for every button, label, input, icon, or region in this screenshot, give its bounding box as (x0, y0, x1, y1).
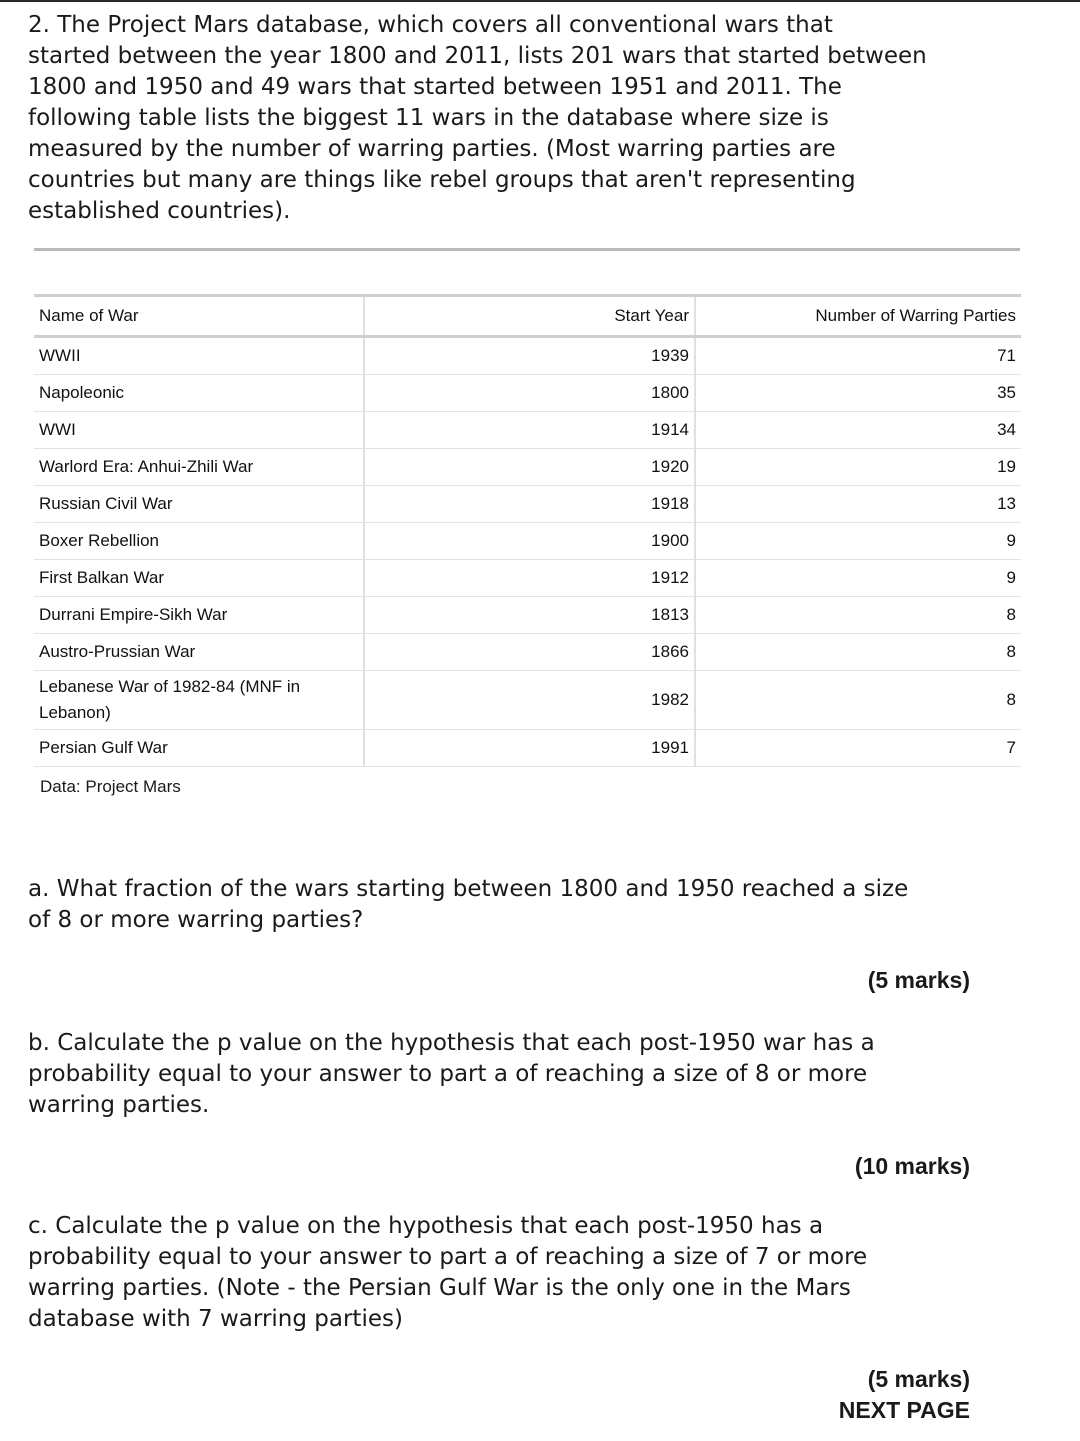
table-row (34, 730, 1021, 767)
question-a-marks: (5 marks) (867, 967, 970, 993)
war-parties: 8 (1006, 605, 1016, 624)
war-name: Austro-Prussian War (34, 634, 364, 671)
war-name: First Balkan War (34, 560, 364, 597)
question-a: a. What fraction of the wars starting between 1800 and 1950 reached a size of 8 or more warring parties? (28, 876, 909, 933)
war-parties: 35 (997, 383, 1016, 402)
war-parties: 34 (997, 420, 1016, 439)
war-parties: 19 (997, 457, 1016, 476)
question-b-marks: (10 marks) (854, 1153, 970, 1179)
war-name: Warlord Era: Anhui-Zhili War (34, 449, 364, 486)
war-name: Lebanese War of 1982-84 (MNF in Lebanon) (34, 671, 364, 730)
war-name: Russian Civil War (34, 486, 364, 523)
war-start-year: 1813 (364, 597, 695, 634)
next-page-label: NEXT PAGE (838, 1397, 970, 1423)
war-parties: 8 (1006, 642, 1016, 661)
war-start-year: 1991 (364, 730, 695, 767)
header-start-year: Start Year (364, 296, 695, 337)
table-row (34, 560, 1021, 597)
table-source: Data: Project Mars (40, 777, 181, 796)
question-c-marks: (5 marks) (867, 1366, 970, 1392)
table-row (34, 375, 1021, 412)
war-start-year: 1939 (364, 337, 695, 375)
question-b: b. Calculate the p value on the hypothesis that each post-1950 war has a probability equal to your answer to part a of reaching a size of 8 or more warring parties. (28, 1030, 875, 1118)
header-warring-parties: Number of Warring Parties (815, 306, 1016, 325)
war-parties: 7 (1006, 738, 1016, 757)
war-start-year: 1900 (364, 523, 695, 560)
question-c: c. Calculate the p value on the hypothesis that each post-1950 has a probability equal to your answer to part a of reaching a size of 7 or more warring parties. (Note - the Persian Gulf War is the only one in the Mars database with 7 warring parties) (28, 1213, 868, 1332)
table-row (34, 337, 1021, 375)
wars-table (34, 294, 1021, 767)
war-parties: 9 (1006, 568, 1016, 587)
war-start-year: 1912 (364, 560, 695, 597)
war-start-year: 1914 (364, 412, 695, 449)
table-row (34, 449, 1021, 486)
table-row (34, 486, 1021, 523)
war-start-year: 1982 (364, 671, 695, 730)
table-row (34, 634, 1021, 671)
top-rule (0, 0, 1080, 2)
war-start-year: 1800 (364, 375, 695, 412)
header-name-of-war: Name of War (34, 296, 364, 337)
war-name: Durrani Empire-Sikh War (34, 597, 364, 634)
war-parties: 9 (1006, 531, 1016, 550)
war-parties: 8 (1006, 690, 1016, 709)
war-parties: 71 (997, 346, 1016, 365)
table-row (34, 523, 1021, 560)
table-row (34, 671, 1021, 730)
wars-table-container (34, 294, 1021, 797)
table-header-row (34, 296, 1021, 337)
war-start-year: 1918 (364, 486, 695, 523)
war-name: WWII (34, 337, 364, 375)
war-name: Boxer Rebellion (34, 523, 364, 560)
war-name: WWI (34, 412, 364, 449)
war-name: Persian Gulf War (34, 730, 364, 767)
war-start-year: 1866 (364, 634, 695, 671)
question-intro: 2. The Project Mars database, which covers all conventional wars that started between the year 1800 and 2011, lists 201 wars that started between 1800 and 1950 and 49 wars that started between 1951 and 2011. The following table lists the biggest 11 wars in the database where size is measured by the number of warring parties. (Most warring parties are countries but many are things like rebel groups that aren't representing established countries). (28, 12, 927, 224)
war-name: Napoleonic (34, 375, 364, 412)
table-row (34, 597, 1021, 634)
war-parties: 13 (997, 494, 1016, 513)
section-divider (34, 248, 1020, 251)
table-row (34, 412, 1021, 449)
war-start-year: 1920 (364, 449, 695, 486)
